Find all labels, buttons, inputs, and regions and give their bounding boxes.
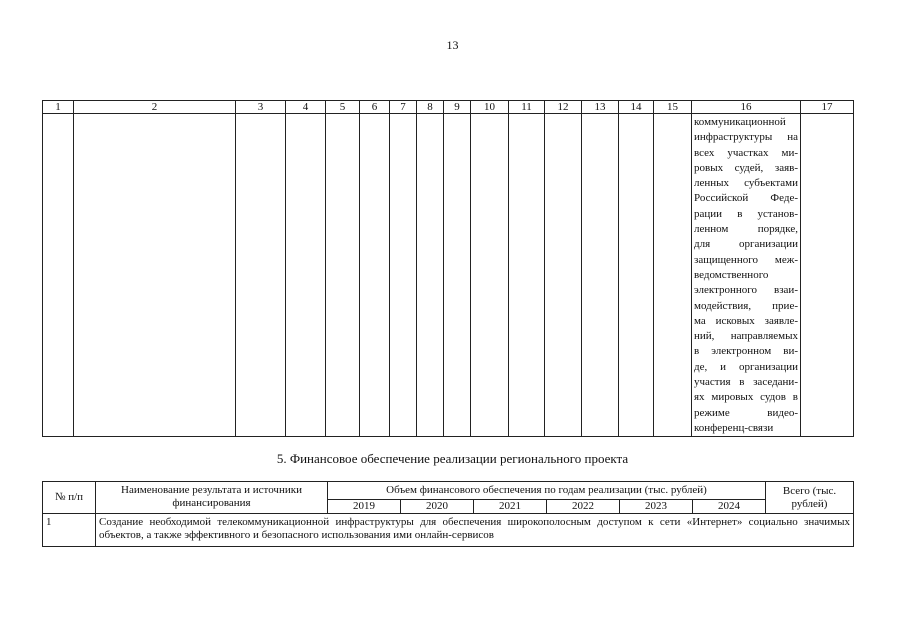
table-cell xyxy=(444,114,471,437)
text-line: конференц-связи xyxy=(694,421,774,434)
table-cell xyxy=(74,114,236,437)
col-total-header: Всего (тыс. рублей) xyxy=(766,482,854,514)
col-volume-header: Объем финансового обеспечения по годам реализации (тыс. рублей) xyxy=(328,482,766,500)
text-line: рации в установ- xyxy=(694,207,798,220)
column-header: 14 xyxy=(619,101,654,114)
text-line: ма исковых заявле- xyxy=(694,314,798,327)
year-header: 2019 xyxy=(328,500,401,514)
column-header: 3 xyxy=(236,101,286,114)
table-cell-col16 xyxy=(692,114,801,437)
text-line: модействия, прие- xyxy=(694,299,798,312)
page-number: 13 xyxy=(446,38,459,52)
table-cell xyxy=(801,114,854,437)
text-line: инфраструктуры на xyxy=(694,131,798,144)
table-row xyxy=(43,114,854,437)
column-header: 13 xyxy=(582,101,619,114)
column-header: 12 xyxy=(545,101,582,114)
table-cell xyxy=(43,114,74,437)
text-line: ленных субъектами xyxy=(694,177,798,190)
text-line: де, и организации xyxy=(694,360,798,373)
table-cell xyxy=(286,114,326,437)
col16-text xyxy=(694,115,798,436)
text-line: ровых судей, заяв- xyxy=(694,161,798,174)
column-header: 10 xyxy=(471,101,509,114)
table-cell xyxy=(360,114,390,437)
year-header: 2021 xyxy=(474,500,547,514)
column-header: 8 xyxy=(417,101,444,114)
section-title: 5. Финансовое обеспечение реализации регионального проекта xyxy=(276,451,629,466)
text-line: всех участках ми- xyxy=(694,146,798,159)
table-cell xyxy=(654,114,692,437)
text-line: ях мировых судов в xyxy=(694,391,798,404)
column-header: 7 xyxy=(390,101,417,114)
table-cell xyxy=(390,114,417,437)
text-line: ний, направляемых xyxy=(694,330,798,343)
table-cell xyxy=(619,114,654,437)
column-header: 2 xyxy=(74,101,236,114)
text-line: участия в заседани- xyxy=(694,376,798,389)
year-header: 2022 xyxy=(547,500,620,514)
text-line: в электронном ви- xyxy=(694,345,798,358)
text-line: режиме видео- xyxy=(694,406,798,419)
column-header: 5 xyxy=(326,101,360,114)
row-description: Создание необходимой телекоммуникационной инфраструктуры для обеспечения широкополосным доступом к сети «Интернет» социально значимых объектов, а также эффективного и безопасного использования ими онлайн-сервисов xyxy=(96,514,854,547)
text-line: Российской Феде- xyxy=(694,192,798,205)
table-cell xyxy=(417,114,444,437)
table-cell xyxy=(326,114,360,437)
col-name-header: Наименование результата и источники финансирования xyxy=(96,482,328,514)
text-line: коммуникационной xyxy=(694,116,786,128)
year-header: 2023 xyxy=(620,500,693,514)
row-number: 1 xyxy=(43,514,96,547)
year-header: 2024 xyxy=(693,500,766,514)
column-header: 17 xyxy=(801,101,854,114)
table-cell xyxy=(545,114,582,437)
year-header: 2020 xyxy=(401,500,474,514)
col-num-header: № п/п xyxy=(43,482,96,514)
column-header: 6 xyxy=(360,101,390,114)
column-header: 15 xyxy=(654,101,692,114)
table-cell xyxy=(582,114,619,437)
table-cell xyxy=(471,114,509,437)
text-line: ленном порядке, xyxy=(694,223,798,236)
finance-header-row xyxy=(43,482,854,500)
table-cell xyxy=(236,114,286,437)
column-header: 16 xyxy=(692,101,801,114)
table-row xyxy=(43,514,854,547)
continuation-table xyxy=(42,100,854,437)
text-line: электронного взаи- xyxy=(694,284,798,297)
text-line: ведомственного xyxy=(694,268,769,281)
text-line: защищенного меж- xyxy=(694,253,798,266)
table-cell xyxy=(509,114,545,437)
finance-table xyxy=(42,481,854,547)
column-header: 1 xyxy=(43,101,74,114)
table-header-row xyxy=(43,101,854,114)
column-header: 4 xyxy=(286,101,326,114)
column-header: 11 xyxy=(509,101,545,114)
column-header: 9 xyxy=(444,101,471,114)
text-line: для организации xyxy=(694,238,798,251)
